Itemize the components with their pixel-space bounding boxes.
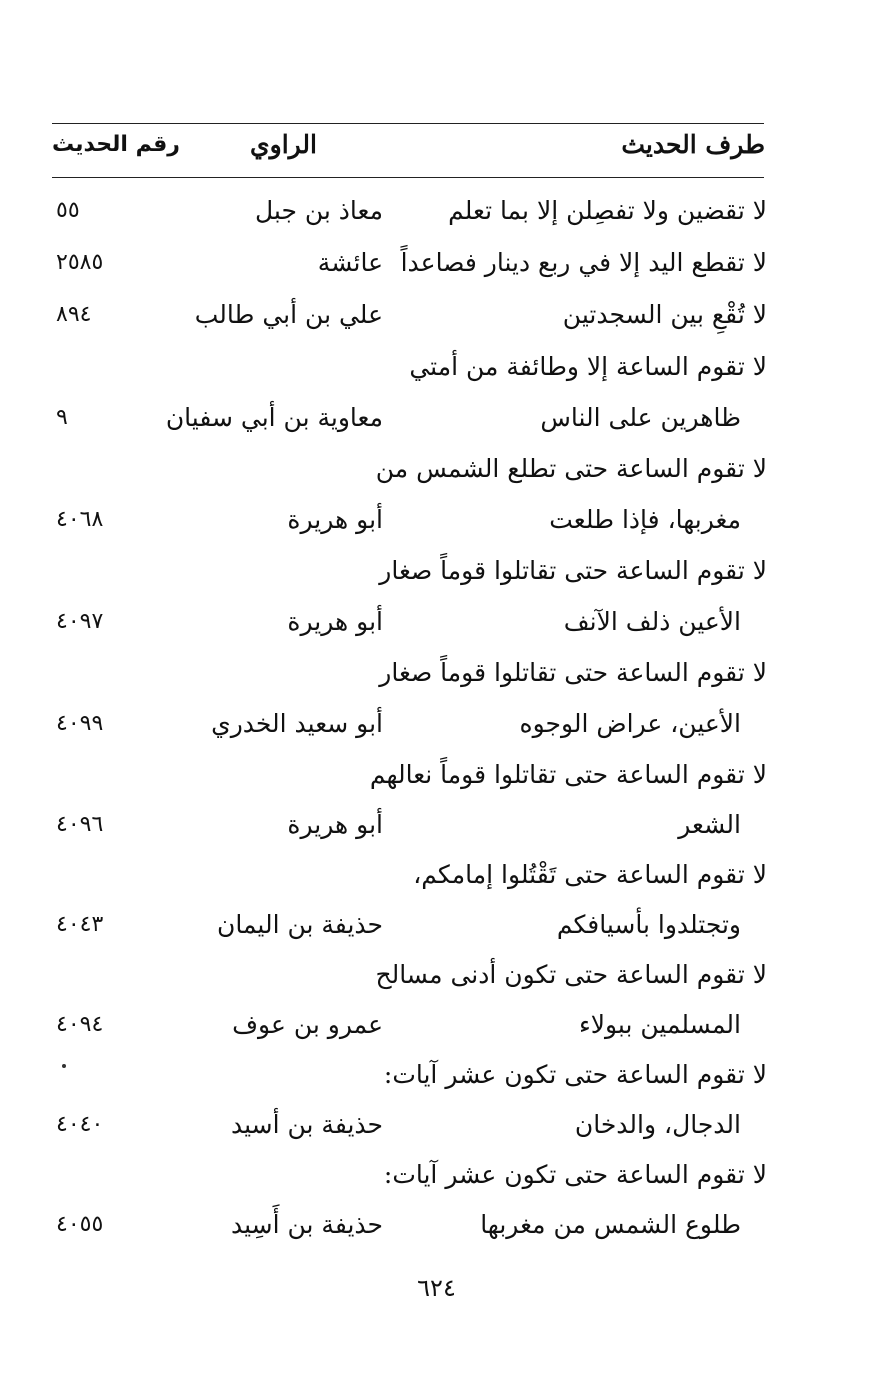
hadith-text-continuation: الأعين، عراض الوجوه xyxy=(519,709,741,738)
hadith-text-line: لا تقطع اليد إلا في ربع دينار فصاعداً xyxy=(400,248,767,277)
narrator-name: أبو سعيد الخدري xyxy=(211,709,383,738)
hadith-number: ٨٩٤ xyxy=(56,302,92,327)
hadith-number: ٩ xyxy=(56,405,68,430)
hadith-text-line: لا تقوم الساعة حتى تَقْتُلوا إمامكم، xyxy=(413,860,767,889)
hadith-number: ٤٠٩٩ xyxy=(56,711,104,736)
narrator-name: حذيفة بن اليمان xyxy=(216,910,383,939)
header-narrator: الراوي xyxy=(250,130,317,159)
header-hadith-number: رقم الحديث xyxy=(52,132,180,157)
header-bottom-rule xyxy=(52,177,764,178)
hadith-text-line: لا تقوم الساعة إلا وطائفة من أمتي xyxy=(409,352,767,381)
narrator-name: علي بن أبي طالب xyxy=(194,300,383,329)
hadith-text-line: لا تقوم الساعة حتى تطلع الشمس من xyxy=(375,454,767,483)
hadith-text-line: لا تقوم الساعة حتى تكون أدنى مسالح xyxy=(375,960,767,989)
hadith-text-line: لا تقوم الساعة حتى تقاتلوا قوماً نعالهم xyxy=(369,760,767,789)
page-number: ٦٢٤ xyxy=(417,1274,456,1302)
hadith-text-continuation: المسلمين ببولاء xyxy=(579,1010,741,1039)
hadith-number: ٤٠٦٨ xyxy=(56,507,104,532)
hadith-number: ٤٠٩٦ xyxy=(56,812,104,837)
hadith-text-line: لا تقوم الساعة حتى تكون عشر آيات: xyxy=(383,1160,767,1189)
hadith-number: ٤٠٥٥ xyxy=(56,1212,104,1237)
hadith-text-continuation: ظاهرين على الناس xyxy=(540,403,741,432)
hadith-number: ٤٠٩٧ xyxy=(56,609,104,634)
narrator-name: أبو هريرة xyxy=(287,810,383,839)
narrator-name: عائشة xyxy=(317,248,383,277)
narrator-name: أبو هريرة xyxy=(287,607,383,636)
hadith-text-continuation: مغربها، فإذا طلعت xyxy=(549,505,741,534)
hadith-number: ٤٠٤٣ xyxy=(56,912,104,937)
hadith-text-continuation: طلوع الشمس من مغربها xyxy=(480,1210,741,1239)
hadith-text-line: لا تقضين ولا تفصِلن إلا بما تعلم xyxy=(448,196,767,225)
header-top-rule xyxy=(52,123,764,124)
narrator-name: معاذ بن جبل xyxy=(254,196,383,225)
stray-mark xyxy=(62,1064,66,1068)
narrator-name: حذيفة بن أَسِيد xyxy=(230,1210,383,1239)
hadith-number: ٤٠٤٠ xyxy=(56,1112,104,1137)
hadith-text-line: لا تقوم الساعة حتى تقاتلوا قوماً صغار xyxy=(379,556,767,585)
hadith-number: ٢٥٨٥ xyxy=(56,250,104,275)
narrator-name: حذيفة بن أسيد xyxy=(230,1110,383,1139)
hadith-text-continuation: الشعر xyxy=(678,810,741,839)
narrator-name: أبو هريرة xyxy=(287,505,383,534)
hadith-text-line: لا تقوم الساعة حتى تكون عشر آيات: xyxy=(383,1060,767,1089)
narrator-name: معاوية بن أبي سفيان xyxy=(165,403,383,432)
narrator-name: عمرو بن عوف xyxy=(232,1010,383,1039)
hadith-text-line: لا تُقْعِ بين السجدتين xyxy=(562,300,767,329)
header-hadith-text: طرف الحديث xyxy=(621,130,765,159)
hadith-text-continuation: الدجال، والدخان xyxy=(574,1110,741,1139)
hadith-text-line: لا تقوم الساعة حتى تقاتلوا قوماً صغار xyxy=(379,658,767,687)
hadith-number: ٤٠٩٤ xyxy=(56,1012,104,1037)
hadith-text-continuation: الأعين ذلف الآنف xyxy=(563,607,741,636)
hadith-text-continuation: وتجتلدوا بأسيافكم xyxy=(556,910,741,939)
hadith-number: ٥٥ xyxy=(56,198,80,223)
